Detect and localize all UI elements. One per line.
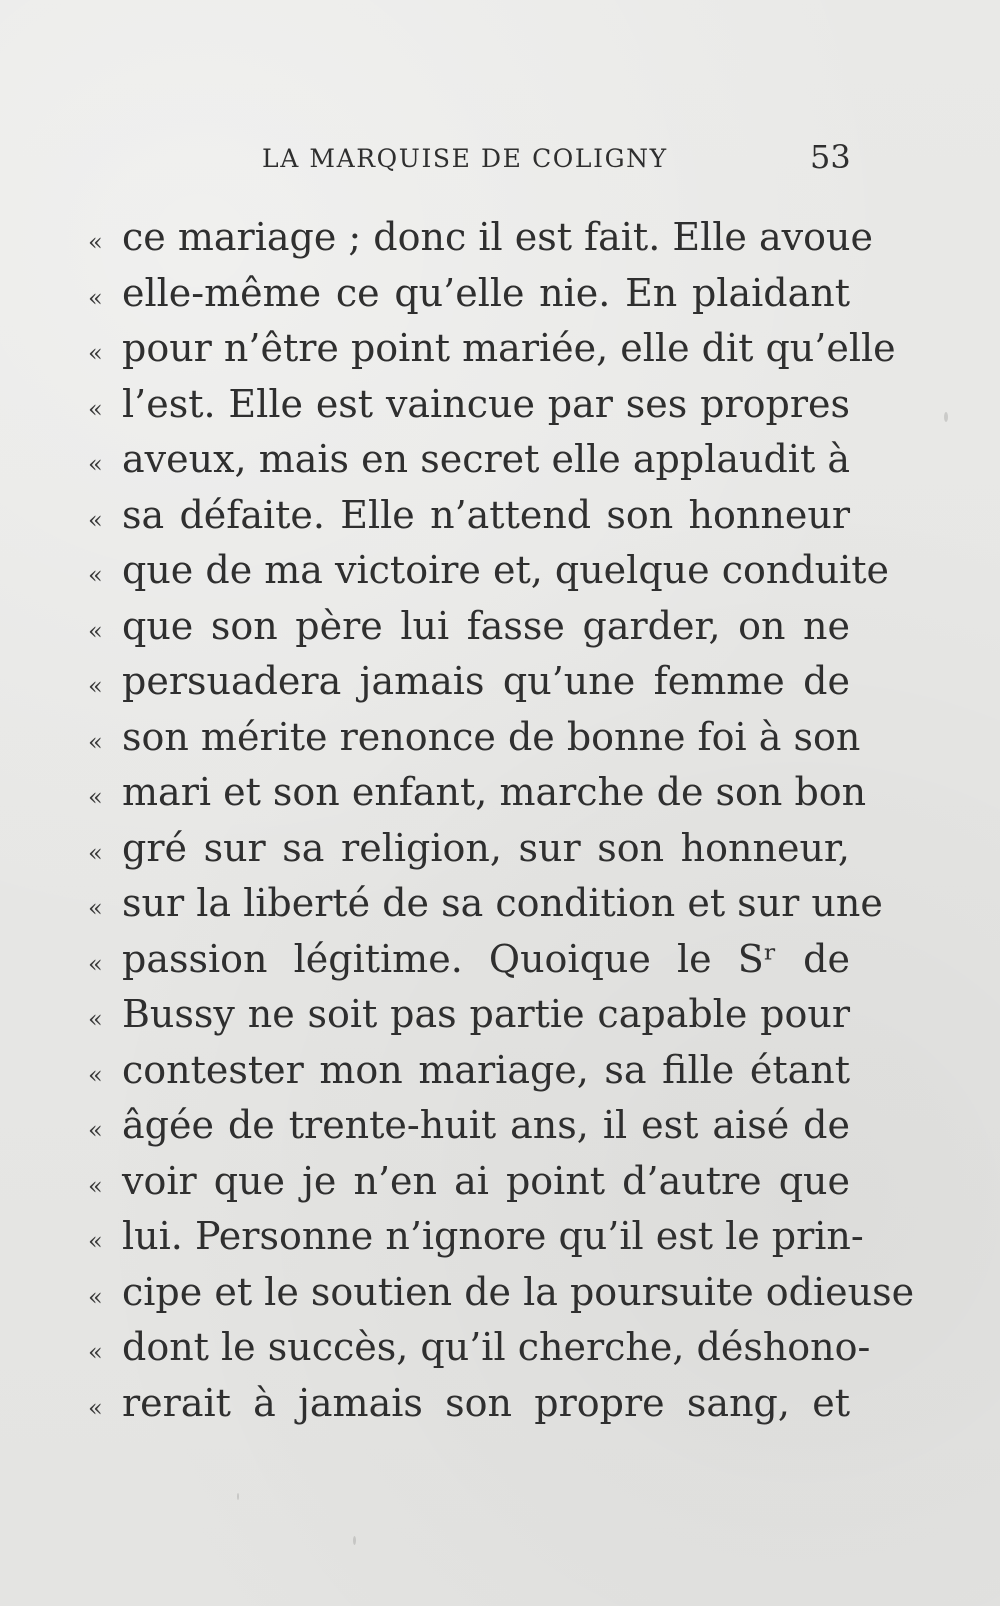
- text-line: [88, 987, 850, 1043]
- running-title: LA MARQUISE DE COLIGNY: [262, 144, 668, 173]
- body-text: [88, 210, 915, 1431]
- line-text: lui. Personne n’ignore qu’il est le prin-: [122, 1214, 864, 1258]
- text-line: [88, 1043, 850, 1099]
- line-text: Bussy ne soit pas partie capable pour: [122, 992, 850, 1036]
- line-guillemet: «: [88, 1227, 103, 1255]
- text-line: [88, 710, 861, 766]
- line-text: cipe et le soutien de la poursuite odieuse: [122, 1269, 915, 1314]
- text-line: [88, 377, 850, 433]
- text-line: [88, 488, 850, 544]
- line-text: l’est. Elle est vaincue par ses propres: [122, 381, 850, 426]
- line-text: passion légitime. Quoique le Sʳ de: [122, 936, 850, 981]
- line-guillemet: «: [88, 616, 103, 645]
- line-text: sur la liberté de sa condition et sur une: [122, 881, 883, 925]
- text-line: [88, 821, 850, 877]
- text-line: [88, 321, 896, 377]
- line-guillemet: «: [88, 1060, 103, 1089]
- text-line: [88, 210, 873, 266]
- line-text: aveux, mais en secret elle applaudit à: [122, 437, 850, 481]
- text-line: [88, 1098, 850, 1154]
- line-guillemet: «: [88, 1393, 103, 1422]
- page-number: 53: [810, 138, 851, 176]
- text-line: [88, 1209, 864, 1265]
- text-line: [88, 432, 850, 488]
- text-line: [88, 876, 883, 932]
- text-line: [88, 1376, 850, 1432]
- line-guillemet: «: [88, 783, 103, 811]
- line-guillemet: «: [88, 228, 103, 256]
- line-text: voir que je n’en ai point d’autre que: [122, 1158, 850, 1203]
- line-text: mari et son enfant, marche de son bon: [122, 770, 867, 814]
- line-text: pour n’être point mariée, elle dit qu’elle: [122, 326, 896, 370]
- line-guillemet: «: [88, 894, 103, 922]
- line-guillemet: «: [88, 672, 103, 700]
- line-text: elle-même ce qu’elle nie. En plaidant: [122, 270, 850, 315]
- text-line: [88, 266, 850, 322]
- line-guillemet: «: [88, 949, 103, 978]
- line-guillemet: «: [88, 1116, 103, 1144]
- text-line: [88, 599, 850, 655]
- text-line: [88, 765, 867, 821]
- line-guillemet: «: [88, 394, 103, 423]
- text-line: [88, 543, 890, 599]
- line-text: ce mariage ; donc il est fait. Elle avoue: [122, 215, 873, 259]
- line-guillemet: «: [88, 561, 103, 589]
- paper-speck: [353, 1536, 356, 1545]
- text-line: [88, 932, 850, 988]
- line-guillemet: «: [88, 505, 103, 534]
- line-text: persuadera jamais qu’une femme de: [122, 659, 850, 703]
- line-text: rerait à jamais son propre sang, et: [122, 1380, 850, 1425]
- line-text: sa défaite. Elle n’attend son honneur: [122, 492, 850, 537]
- text-line: [88, 1320, 871, 1376]
- text-line: [88, 1265, 915, 1321]
- paper-speck: [237, 1493, 239, 1500]
- line-text: gré sur sa religion, sur son honneur,: [122, 825, 850, 870]
- line-guillemet: «: [88, 283, 103, 312]
- line-text: son mérite renonce de bonne foi à son: [122, 714, 861, 759]
- line-text: âgée de trente-huit ans, il est aisé de: [122, 1103, 850, 1147]
- page-header: [0, 138, 1000, 188]
- line-text: que son père lui fasse garder, on ne: [122, 603, 850, 648]
- line-guillemet: «: [88, 1338, 103, 1366]
- text-line: [88, 1154, 850, 1210]
- line-guillemet: «: [88, 339, 103, 367]
- line-guillemet: «: [88, 1282, 103, 1311]
- line-text: dont le succès, qu’il cherche, déshono-: [122, 1325, 871, 1369]
- line-guillemet: «: [88, 838, 103, 867]
- line-guillemet: «: [88, 1171, 103, 1200]
- line-text: que de ma victoire et, quelque conduite: [122, 548, 890, 592]
- line-guillemet: «: [88, 1005, 103, 1033]
- text-line: [88, 654, 850, 710]
- line-text: contester mon mariage, sa fille étant: [122, 1047, 850, 1092]
- paper-speck: [944, 412, 948, 422]
- line-guillemet: «: [88, 727, 103, 756]
- line-guillemet: «: [88, 450, 103, 478]
